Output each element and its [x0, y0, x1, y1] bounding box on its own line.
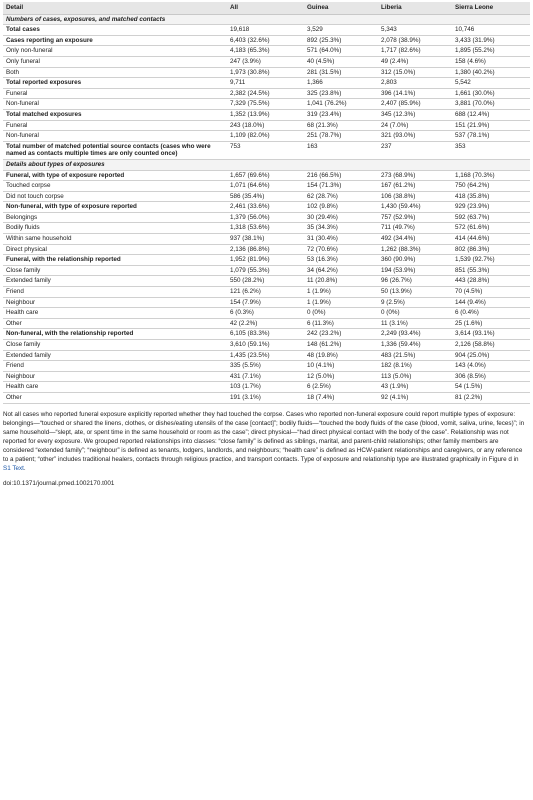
cell-sierra-leone: 1,661 (30.0%): [452, 88, 530, 99]
cell-guinea: 1 (1.9%): [304, 297, 378, 308]
table-row: [3, 131, 530, 142]
table-row: [3, 350, 530, 361]
cell-guinea: 6 (11.3%): [304, 318, 378, 329]
row-label: Within same household: [3, 234, 227, 245]
row-label: Total cases: [3, 25, 227, 36]
cell-liberia: 237: [378, 141, 452, 159]
row-label: Touched corpse: [3, 181, 227, 192]
table-row: [3, 212, 530, 223]
cell-liberia: 0 (0%): [378, 308, 452, 319]
row-label: Both: [3, 67, 227, 78]
cell-guinea: 48 (19.8%): [304, 350, 378, 361]
cell-sierra-leone: 3,881 (70.0%): [452, 99, 530, 110]
col-header-detail: Detail: [3, 2, 227, 14]
table-row: [3, 109, 530, 120]
doi-text: doi:10.1371/journal.pmed.1002170.t001: [3, 479, 115, 487]
table-row: [3, 329, 530, 340]
cell-all: 154 (7.9%): [227, 297, 304, 308]
cell-all: 753: [227, 141, 304, 159]
cell-all: 550 (28.2%): [227, 276, 304, 287]
row-label: Total reported exposures: [3, 78, 227, 89]
cell-guinea: 892 (25.3%): [304, 35, 378, 46]
cell-all: 4,183 (65.3%): [227, 46, 304, 57]
cell-all: 243 (18.0%): [227, 120, 304, 131]
cell-sierra-leone: 851 (55.3%): [452, 265, 530, 276]
cell-guinea: 163: [304, 141, 378, 159]
table-row: [3, 67, 530, 78]
col-header-all: All: [227, 2, 304, 14]
cell-sierra-leone: 929 (23.9%): [452, 202, 530, 213]
table-row: [3, 255, 530, 266]
cell-sierra-leone: 3,614 (93.1%): [452, 329, 530, 340]
cell-guinea: 35 (34.3%): [304, 223, 378, 234]
table-row: [3, 99, 530, 110]
cell-all: 19,618: [227, 25, 304, 36]
cell-liberia: 96 (26.7%): [378, 276, 452, 287]
cell-liberia: 1,336 (59.4%): [378, 340, 452, 351]
cell-all: 1,435 (23.5%): [227, 350, 304, 361]
cell-sierra-leone: 1,895 (55.2%): [452, 46, 530, 57]
cell-guinea: 571 (64.0%): [304, 46, 378, 57]
cell-guinea: 11 (20.8%): [304, 276, 378, 287]
cell-liberia: 312 (15.0%): [378, 67, 452, 78]
footnote-text: Not all cases who reported funeral exposure explicitly reported whether they had touched the corpse. Cases who reported non-funeral exposure could report multiple types of exposure: belongings—“touched or shared the linens, clothes, or dishes/eating utensils of the case [contact]”; bodily fluids—“touched the body fluids of the case (blood, vomit, saliva, urine, feces)”; in same household—“slept, ate, or spent time in the same household or room as the case”; direct physical—“had direct physical contact with the body of the case”. Relationship was not reported for every exposure. We grouped reported relationships into classes: “close family” is defined as siblings, marital, and parent-child relationships; other family members are considered “extended family”; “neighbour” is defined as tenants, lodgers, landlords, and neighbours; “health care” is defined as HCW-patient relationships and caregivers, or any reference to a patient; “other” includes traditional healers, contacts through religious practice, and transport contacts. Type of exposure and relationship type are illustrated graphically in Figure d in: [3, 410, 525, 463]
cell-liberia: 321 (93.0%): [378, 131, 452, 142]
cell-liberia: 2,078 (38.9%): [378, 35, 452, 46]
row-label: Health care: [3, 308, 227, 319]
cell-liberia: 1,430 (59.4%): [378, 202, 452, 213]
cell-sierra-leone: 537 (78.1%): [452, 131, 530, 142]
cell-all: 42 (2.2%): [227, 318, 304, 329]
section-row: [3, 159, 530, 170]
cell-all: 586 (35.4%): [227, 191, 304, 202]
cell-all: 247 (3.9%): [227, 56, 304, 67]
cell-sierra-leone: 3,433 (31.9%): [452, 35, 530, 46]
cell-all: 121 (6.2%): [227, 287, 304, 298]
table-row: [3, 340, 530, 351]
cell-liberia: 483 (21.5%): [378, 350, 452, 361]
table-footnote: [3, 410, 530, 473]
cell-sierra-leone: 5,542: [452, 78, 530, 89]
cell-guinea: 1,366: [304, 78, 378, 89]
cell-guinea: 325 (23.8%): [304, 88, 378, 99]
cell-liberia: 92 (4.1%): [378, 392, 452, 403]
row-label: Only funeral: [3, 56, 227, 67]
cell-all: 1,952 (81.9%): [227, 255, 304, 266]
cell-guinea: 34 (64.2%): [304, 265, 378, 276]
table-row: [3, 202, 530, 213]
footnote-end: .: [23, 464, 26, 472]
cell-liberia: 113 (5.0%): [378, 371, 452, 382]
cell-all: 1,318 (53.6%): [227, 223, 304, 234]
table-row: [3, 287, 530, 298]
cell-all: 6,105 (83.3%): [227, 329, 304, 340]
table-row: [3, 382, 530, 393]
section-heading: Numbers of cases, exposures, and matched contacts: [3, 14, 530, 25]
cell-sierra-leone: 443 (28.8%): [452, 276, 530, 287]
cell-sierra-leone: 592 (63.7%): [452, 212, 530, 223]
table-row: [3, 170, 530, 181]
cell-sierra-leone: 10,746: [452, 25, 530, 36]
row-label: Total matched exposures: [3, 109, 227, 120]
cell-liberia: 2,407 (85.9%): [378, 99, 452, 110]
cell-guinea: 53 (16.3%): [304, 255, 378, 266]
cell-guinea: 102 (9.8%): [304, 202, 378, 213]
table-row: [3, 46, 530, 57]
cell-guinea: 281 (31.5%): [304, 67, 378, 78]
cell-liberia: 492 (34.4%): [378, 234, 452, 245]
cell-guinea: 3,529: [304, 25, 378, 36]
cell-sierra-leone: 802 (86.3%): [452, 244, 530, 255]
cell-sierra-leone: 2,126 (58.8%): [452, 340, 530, 351]
table-row: [3, 35, 530, 46]
cell-liberia: 2,249 (93.4%): [378, 329, 452, 340]
row-label: Extended family: [3, 276, 227, 287]
cell-all: 335 (5.5%): [227, 361, 304, 372]
cell-sierra-leone: 904 (25.0%): [452, 350, 530, 361]
section-row: [3, 14, 530, 25]
cell-liberia: 50 (13.9%): [378, 287, 452, 298]
cell-guinea: 1 (1.9%): [304, 287, 378, 298]
cell-guinea: 0 (0%): [304, 308, 378, 319]
cell-liberia: 5,343: [378, 25, 452, 36]
cell-all: 2,461 (33.6%): [227, 202, 304, 213]
row-label: Funeral: [3, 120, 227, 131]
row-label: Friend: [3, 287, 227, 298]
cell-sierra-leone: 158 (4.6%): [452, 56, 530, 67]
table-row: [3, 371, 530, 382]
cell-guinea: 62 (28.7%): [304, 191, 378, 202]
cell-liberia: 273 (68.9%): [378, 170, 452, 181]
cell-sierra-leone: 572 (61.6%): [452, 223, 530, 234]
table-row: [3, 25, 530, 36]
row-label: Cases reporting an exposure: [3, 35, 227, 46]
row-label: Bodily fluids: [3, 223, 227, 234]
data-table: [3, 2, 530, 404]
cell-all: 1,657 (69.6%): [227, 170, 304, 181]
cell-guinea: 1,041 (76.2%): [304, 99, 378, 110]
cell-all: 9,711: [227, 78, 304, 89]
table-row: [3, 392, 530, 403]
table-row: [3, 78, 530, 89]
row-label: Neighbour: [3, 297, 227, 308]
row-label: Close family: [3, 340, 227, 351]
cell-all: 7,329 (75.5%): [227, 99, 304, 110]
col-header-guinea: Guinea: [304, 2, 378, 14]
cell-guinea: 216 (66.5%): [304, 170, 378, 181]
cell-liberia: 757 (52.9%): [378, 212, 452, 223]
row-label: Non-funeral: [3, 99, 227, 110]
table-row: [3, 244, 530, 255]
cell-all: 1,109 (82.0%): [227, 131, 304, 142]
cell-all: 2,136 (86.8%): [227, 244, 304, 255]
cell-guinea: 12 (5.0%): [304, 371, 378, 382]
cell-all: 1,973 (30.8%): [227, 67, 304, 78]
table-row: [3, 361, 530, 372]
cell-sierra-leone: 688 (12.4%): [452, 109, 530, 120]
cell-sierra-leone: 144 (9.4%): [452, 297, 530, 308]
cell-sierra-leone: 6 (0.4%): [452, 308, 530, 319]
cell-all: 1,071 (64.6%): [227, 181, 304, 192]
cell-sierra-leone: 750 (64.2%): [452, 181, 530, 192]
cell-sierra-leone: 353: [452, 141, 530, 159]
row-label: Non-funeral, with type of exposure reported: [3, 202, 227, 213]
cell-guinea: 40 (4.5%): [304, 56, 378, 67]
cell-all: 1,379 (56.0%): [227, 212, 304, 223]
cell-guinea: 68 (21.3%): [304, 120, 378, 131]
cell-sierra-leone: 418 (35.8%): [452, 191, 530, 202]
row-label: Other: [3, 318, 227, 329]
table-row: [3, 234, 530, 245]
row-label: Direct physical: [3, 244, 227, 255]
cell-liberia: 182 (8.1%): [378, 361, 452, 372]
table-row: [3, 56, 530, 67]
table-row: [3, 318, 530, 329]
cell-liberia: 194 (53.9%): [378, 265, 452, 276]
table-row: [3, 308, 530, 319]
row-label: Only non-funeral: [3, 46, 227, 57]
cell-guinea: 242 (23.2%): [304, 329, 378, 340]
cell-sierra-leone: 414 (44.6%): [452, 234, 530, 245]
cell-liberia: 106 (38.8%): [378, 191, 452, 202]
row-label: Extended family: [3, 350, 227, 361]
cell-liberia: 1,262 (88.3%): [378, 244, 452, 255]
cell-liberia: 11 (3.1%): [378, 318, 452, 329]
cell-guinea: 10 (4.1%): [304, 361, 378, 372]
cell-sierra-leone: 151 (21.9%): [452, 120, 530, 131]
cell-sierra-leone: 1,168 (70.3%): [452, 170, 530, 181]
cell-all: 1,352 (13.9%): [227, 109, 304, 120]
col-header-sierra-leone: Sierra Leone: [452, 2, 530, 14]
table-row: [3, 276, 530, 287]
row-label: Non-funeral: [3, 131, 227, 142]
cell-liberia: 43 (1.9%): [378, 382, 452, 393]
cell-sierra-leone: 306 (8.5%): [452, 371, 530, 382]
cell-all: 6 (0.3%): [227, 308, 304, 319]
cell-guinea: 18 (7.4%): [304, 392, 378, 403]
table-row: [3, 120, 530, 131]
col-header-liberia: Liberia: [378, 2, 452, 14]
cell-all: 431 (7.1%): [227, 371, 304, 382]
cell-all: 2,382 (24.5%): [227, 88, 304, 99]
row-label: Funeral: [3, 88, 227, 99]
row-label: Funeral, with type of exposure reported: [3, 170, 227, 181]
cell-liberia: 2,803: [378, 78, 452, 89]
table-row: [3, 297, 530, 308]
cell-liberia: 49 (2.4%): [378, 56, 452, 67]
s1-text-link[interactable]: S1 Text: [3, 464, 24, 472]
table-row: [3, 265, 530, 276]
cell-liberia: 360 (90.9%): [378, 255, 452, 266]
cell-guinea: 6 (2.5%): [304, 382, 378, 393]
table-row: [3, 223, 530, 234]
cell-all: 937 (38.1%): [227, 234, 304, 245]
cell-guinea: 72 (70.6%): [304, 244, 378, 255]
cell-sierra-leone: 1,380 (40.2%): [452, 67, 530, 78]
cell-guinea: 30 (29.4%): [304, 212, 378, 223]
cell-sierra-leone: 54 (1.5%): [452, 382, 530, 393]
row-label: Belongings: [3, 212, 227, 223]
cell-liberia: 9 (2.5%): [378, 297, 452, 308]
cell-guinea: 148 (61.2%): [304, 340, 378, 351]
cell-liberia: 24 (7.0%): [378, 120, 452, 131]
cell-liberia: 167 (61.2%): [378, 181, 452, 192]
cell-all: 1,079 (55.3%): [227, 265, 304, 276]
cell-all: 6,403 (32.6%): [227, 35, 304, 46]
row-label: Other: [3, 392, 227, 403]
cell-sierra-leone: 1,539 (92.7%): [452, 255, 530, 266]
row-label: Non-funeral, with the relationship reported: [3, 329, 227, 340]
cell-guinea: 251 (78.7%): [304, 131, 378, 142]
cell-liberia: 711 (49.7%): [378, 223, 452, 234]
table-body: [3, 14, 530, 403]
row-label: Friend: [3, 361, 227, 372]
cell-liberia: 345 (12.3%): [378, 109, 452, 120]
cell-sierra-leone: 25 (1.6%): [452, 318, 530, 329]
table-row: [3, 191, 530, 202]
row-label: Neighbour: [3, 371, 227, 382]
cell-sierra-leone: 70 (4.5%): [452, 287, 530, 298]
cell-all: 103 (1.7%): [227, 382, 304, 393]
header-row: [3, 2, 530, 14]
cell-all: 191 (3.1%): [227, 392, 304, 403]
cell-sierra-leone: 143 (4.0%): [452, 361, 530, 372]
cell-guinea: 154 (71.3%): [304, 181, 378, 192]
cell-guinea: 31 (30.4%): [304, 234, 378, 245]
row-label: Total number of matched potential source contacts (cases who were named as contacts multiple times are only counted once): [3, 141, 227, 159]
row-label: Health care: [3, 382, 227, 393]
cell-sierra-leone: 81 (2.2%): [452, 392, 530, 403]
section-heading: Details about types of exposures: [3, 159, 530, 170]
cell-guinea: 319 (23.4%): [304, 109, 378, 120]
table-row: [3, 141, 530, 159]
cell-liberia: 1,717 (82.6%): [378, 46, 452, 57]
cell-all: 3,610 (59.1%): [227, 340, 304, 351]
cell-liberia: 396 (14.1%): [378, 88, 452, 99]
table-row: [3, 181, 530, 192]
table-row: [3, 88, 530, 99]
row-label: Did not touch corpse: [3, 191, 227, 202]
row-label: Close family: [3, 265, 227, 276]
row-label: Funeral, with the relationship reported: [3, 255, 227, 266]
